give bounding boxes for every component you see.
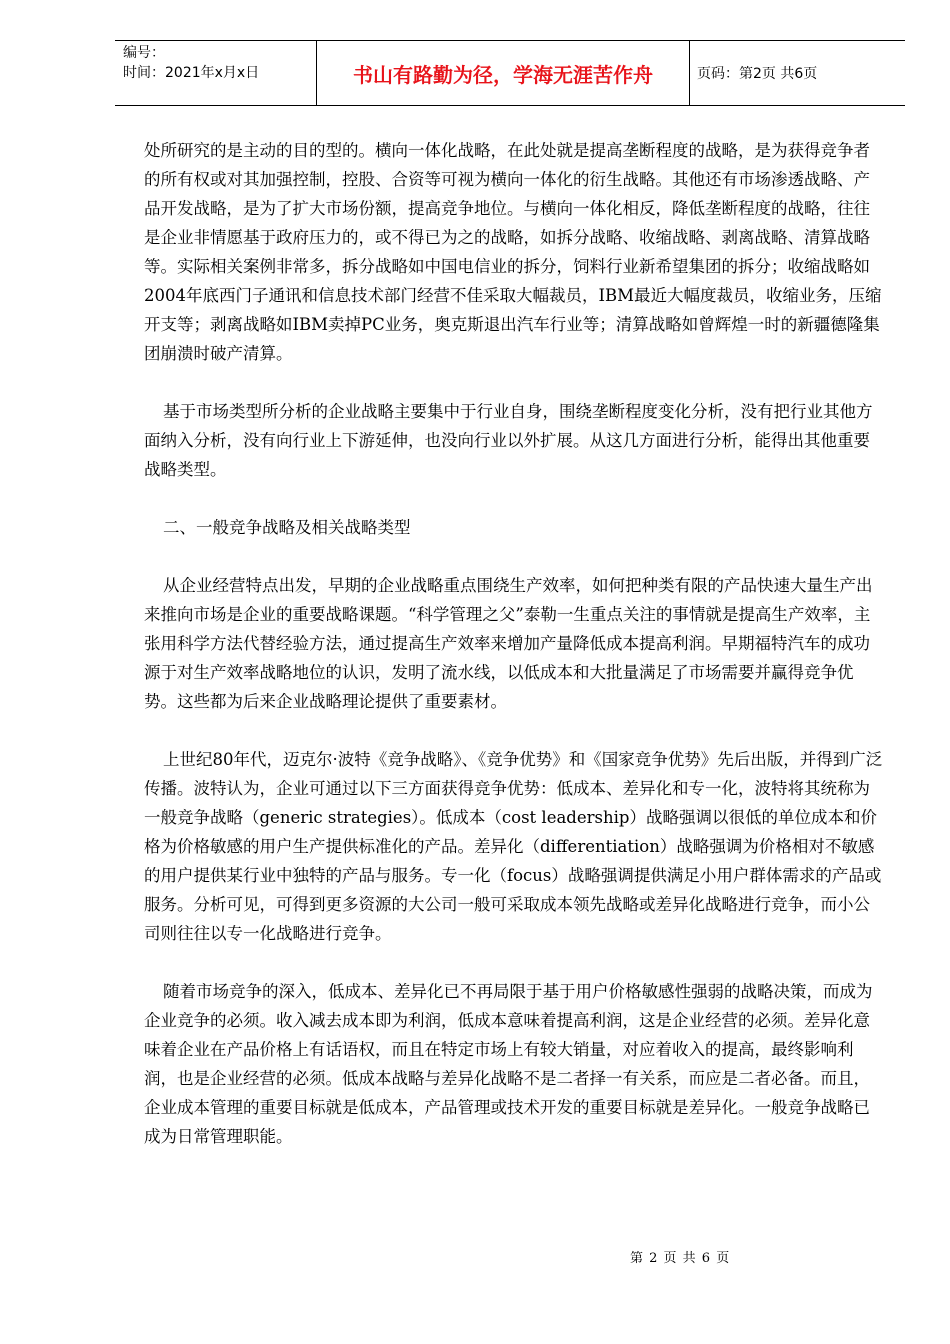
document-body [144,136,884,1151]
paragraph: 基于市场类型所分析的企业战略主要集中于行业自身，围绕垄断程度变化分析，没有把行业其他方面纳入分析，没有向行业上下游延伸，也没向行业以外扩展。从这几方面进行分析，能得出其他重要战略类型。 [144,402,873,479]
page-footer: 第 2 页 共 6 页 [630,1251,731,1266]
paragraph: 从企业经营特点出发，早期的企业战略重点围绕生产效率，如何把种类有限的产品快速大量生产出来推向市场是企业的重要战略课题。“科学管理之父”泰勒一生重点关注的事情就是提高生产效率，主张用科学方法代替经验方法，通过提高生产效率来增加产量降低成本提高利润。早期福特汽车的成功源于对生产效率战略地位的认识，发明了流水线，以低成本和大批量满足了市场需要并赢得竞争优势。这些都为后来企业战略理论提供了重要素材。 [144,576,873,711]
document-number-label: 编号： [123,45,165,61]
header-meta [115,41,316,105]
header-motto: 书山有路勤为径，学海无涯苦作舟 [316,41,690,105]
paragraph: 处所研究的是主动的目的型的。横向一体化战略，在此处就是提高垄断程度的战略，是为获得竞争者的所有权或对其加强控制，控股、合资等可视为横向一体化的衍生战略。其他还有市场渗透战略、产品开发战略，是为了扩大市场份额，提高竞争地位。与横向一体化相反，降低垄断程度的战略，往往是企业非情愿基于政府压力的，或不得已为之的战略，如拆分战略、收缩战略、剥离战略、清算战略等。实际相关案例非常多，拆分战略如中国电信业的拆分，饲料行业新希望集团的拆分；收缩战略如2004年底西门子通讯和信息技术部门经营不佳采取大幅裁员，IBM最近大幅度裁员，收缩业务，压缩开支等；剥离战略如IBM卖掉PC业务，奥克斯退出汽车行业等；清算战略如曾辉煌一时的新疆德隆集团崩溃时破产清算。 [144,141,882,363]
header-page-info: 页码：第2页 共6页 [697,66,818,82]
section-heading: 二、一般竞争战略及相关战略类型 [163,518,411,537]
paragraph: 上世纪80年代，迈克尔·波特《竞争战略》、《竞争优势》和《国家竞争优势》先后出版，并得到广泛传播。波特认为，企业可通过以下三方面获得竞争优势：低成本、差异化和专一化，波特将其统称为一般竞争战略（generic strategies）。低成本（cost leadership）战略强调以很低的单位成本和价格为价格敏感的用户生产提供标准化的产品。差异化（differentiation）战略强调为价格相对不敏感的用户提供某行业中独特的产品与服务。专一化（focus）战略强调提供满足小用户群体需求的产品或服务。分析可见，可得到更多资源的大公司一般可采取成本领先战略或差异化战略进行竞争，而小公司则往往以专一化战略进行竞争。 [144,750,883,943]
page-header [115,40,905,106]
paragraph: 随着市场竞争的深入，低成本、差异化已不再局限于基于用户价格敏感性强弱的战略决策，而成为企业竞争的必须。收入减去成本即为利润，低成本意味着提高利润，这是企业经营的必须。差异化意味着企业在产品价格上有话语权，而且在特定市场上有较大销量，对应着收入的提高，最终影响利润，也是企业经营的必须。低成本战略与差异化战略不是二者择一有关系，而应是二者必备。而且，企业成本管理的重要目标就是低成本，产品管理或技术开发的重要目标就是差异化。一般竞争战略已成为日常管理职能。 [144,982,873,1146]
document-time-label: 时间：2021年x月x日 [123,65,260,81]
